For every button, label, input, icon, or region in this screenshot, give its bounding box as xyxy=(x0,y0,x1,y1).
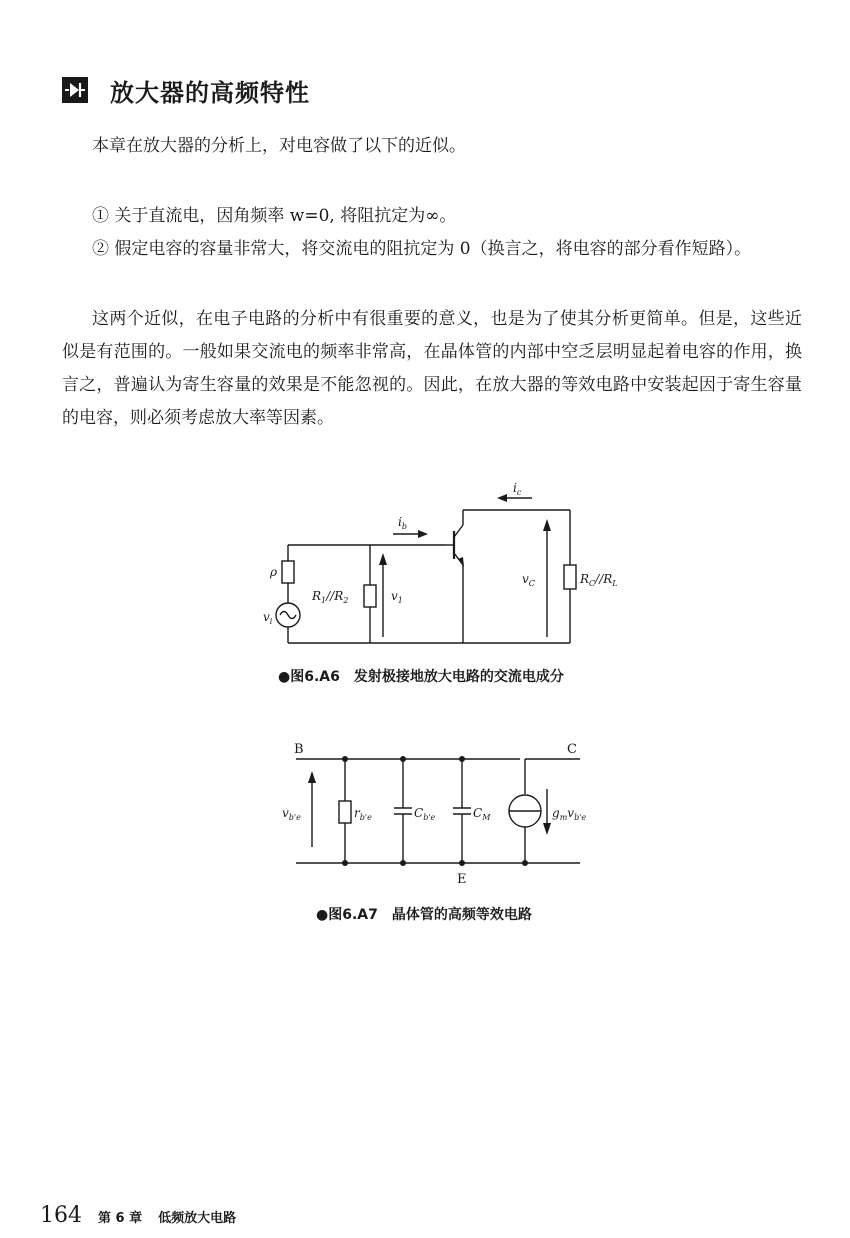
common-emitter-circuit xyxy=(250,475,630,655)
label-vc-sub: C xyxy=(528,579,535,588)
label-cm: C xyxy=(473,806,483,820)
figure-a7-title: 晶体管的高频等效电路 xyxy=(391,907,532,923)
figure-a7-circuit xyxy=(280,735,600,890)
label-rcrl-mid: //R xyxy=(595,572,613,586)
label-gm: g xyxy=(552,806,560,820)
node-e-label: E xyxy=(457,872,467,887)
node-c-label: C xyxy=(567,742,577,757)
resistor-rcrl xyxy=(564,565,576,589)
chapter-number: 第 6 章 xyxy=(98,1211,143,1226)
label-rcrl-sub2: L xyxy=(612,579,618,588)
label-v1: v xyxy=(391,589,398,603)
section-heading xyxy=(62,70,310,110)
diode-icon xyxy=(62,77,88,103)
resistor-rho xyxy=(282,561,294,583)
intro-paragraph: 本章在放大器的分析上，对电容做了以下的近似。 xyxy=(92,136,466,156)
figure-a7-number: ●图6.A7 xyxy=(316,907,378,923)
label-r1r2-mid: //R xyxy=(326,589,344,603)
approximation-item-1: ① 关于直流电，因角频率 w=0, 将阻抗定为∞。 xyxy=(92,206,457,226)
svg-text:vC xyxy=(522,572,535,588)
label-rbe-sub: b'e xyxy=(359,813,372,822)
label-v1-sub: 1 xyxy=(397,596,403,605)
label-vc: v xyxy=(522,572,529,586)
svg-text:vi xyxy=(263,610,273,626)
label-gm-v-sub: b'e xyxy=(574,813,587,822)
svg-text:v1 xyxy=(391,589,403,605)
approximation-item-2: ② 假定电容的容量非常大，将交流电的阻抗定为 0（换言之，将电容的部分看作短路）。 xyxy=(92,239,752,259)
resistor-rbe xyxy=(339,801,351,823)
page-number: 164 xyxy=(40,1203,82,1228)
section-title: 放大器的高频特性 xyxy=(110,78,310,107)
svg-text:ic xyxy=(513,481,522,497)
label-vbe-sub: b'e xyxy=(288,813,301,822)
label-ib-sub: b xyxy=(401,522,407,531)
label-rbe: r xyxy=(354,806,360,820)
label-gm-sub: m xyxy=(559,813,568,822)
label-vi: v xyxy=(263,610,270,624)
label-cbe-sub: b'e xyxy=(423,813,436,822)
node-b-label: B xyxy=(294,742,304,757)
label-vi-sub: i xyxy=(269,617,273,626)
label-vbe: v xyxy=(282,806,289,820)
label-r1r2: R xyxy=(312,589,322,603)
svg-text:Cb'e xyxy=(414,806,436,822)
figure-a6-number: ●图6.A6 xyxy=(278,669,340,685)
label-gm-v: v xyxy=(567,806,575,820)
label-rcrl-sub1: C xyxy=(589,579,596,588)
svg-text:gmvb'e xyxy=(552,806,586,822)
svg-text:RC//RL xyxy=(579,572,618,588)
figure-a7-caption xyxy=(316,904,532,924)
figure-a6-title: 发射极接地放大电路的交流电成分 xyxy=(353,669,564,685)
svg-text:ib xyxy=(398,515,407,531)
label-cm-sub: M xyxy=(482,813,491,822)
svg-text:CM xyxy=(473,806,491,822)
body-paragraph: 这两个近似，在电子电路的分析中有很重要的意义，也是为了使其分析更简单。但是，这些近似是有范围的。一般如果交流电的频率非常高，在晶体管的内部中空乏层明显起着电容的作用，换言之，普遍认为寄生容量的效果是不能忽视的。因此，在放大器的等效电路中安装起因于寄生容量的电容，则必须考虑放大率等因素。 xyxy=(62,309,802,428)
page-footer xyxy=(40,1203,236,1228)
figure-a6-circuit xyxy=(250,475,630,655)
label-ic: i xyxy=(513,481,517,495)
figure-a6-caption xyxy=(278,666,564,686)
label-r1r2-sub1: 1 xyxy=(321,596,327,605)
label-ib: i xyxy=(398,515,402,529)
svg-text:R1//R2 xyxy=(311,589,348,605)
svg-text:vb'e xyxy=(282,806,301,822)
resistor-r1r2 xyxy=(364,585,376,607)
label-rho: ρ xyxy=(270,565,278,579)
label-rcrl: R xyxy=(580,572,590,586)
chapter-title: 低频放大电路 xyxy=(158,1211,237,1226)
label-cbe: C xyxy=(414,806,424,820)
svg-text:rb'e xyxy=(354,806,372,822)
hybrid-pi-circuit xyxy=(280,735,600,890)
label-ic-sub: c xyxy=(516,488,522,497)
label-r1r2-sub2: 2 xyxy=(343,596,349,605)
